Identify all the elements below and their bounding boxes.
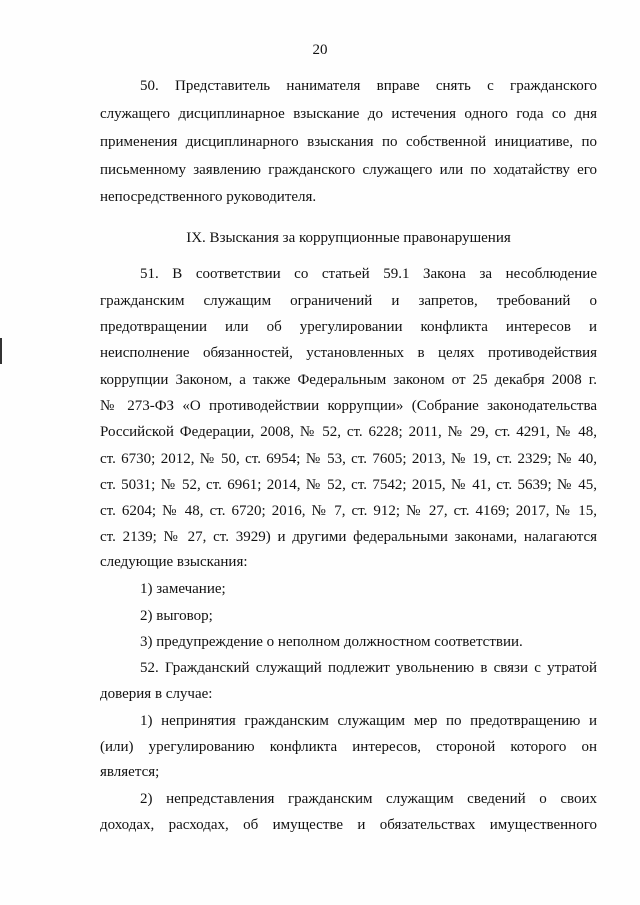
paragraph-51-line: № 273-ФЗ «О противодействии коррупции» (Собрание законодательства — [100, 398, 597, 414]
page-number: 20 — [312, 42, 328, 58]
paragraph-51-line: Российской Федерации, 2008, № 52, ст. 6228; 2011, № 29, ст. 4291, № 48, — [100, 424, 597, 440]
dismissal-item-2-line: 2) непредставления гражданским служащим сведений о своих — [140, 791, 597, 807]
dismissal-item-1-line: (или) урегулированию конфликта интересов, стороной которого он — [100, 739, 597, 755]
paragraph-50-line: применения дисциплинарного взыскания по собственной инициативе, по — [100, 134, 597, 150]
paragraph-50-line: служащего дисциплинарное взыскание до истечения одного года со дня — [100, 106, 597, 122]
paragraph-51-line: 51. В соответствии со статьей 59.1 Закона за несоблюдение — [140, 266, 597, 282]
paragraph-51-line: гражданским служащим ограничений и запретов, требований о — [100, 293, 597, 309]
dismissal-item-2-line: доходах, расходах, об имуществе и обязательствах имущественного — [100, 817, 597, 833]
paragraph-51-line: ст. 6730; 2012, № 50, ст. 6954; № 53, ст. 7605; 2013, № 19, ст. 2329; № 40, — [100, 451, 597, 467]
penalty-list-item: 3) предупреждение о неполном должностном соответствии. — [140, 634, 523, 650]
paragraph-51-line: коррупции Законом, а также Федеральным законом от 25 декабря 2008 г. — [100, 372, 597, 388]
paragraph-52-line: доверия в случае: — [100, 686, 213, 702]
paragraph-51-line: ст. 6204; № 48, ст. 6720; 2016, № 7, ст. 912; № 27, ст. 4169; 2017, № 15, — [100, 503, 597, 519]
paragraph-50-line: 50. Представитель нанимателя вправе снять с гражданского — [140, 78, 597, 94]
penalty-list-item: 1) замечание; — [140, 581, 226, 597]
paragraph-51-line: предотвращении или об урегулировании конфликта интересов и — [100, 319, 597, 335]
penalty-list-item: 2) выговор; — [140, 608, 213, 624]
paragraph-52-line: 52. Гражданский служащий подлежит увольнению в связи с утратой — [140, 660, 597, 676]
paragraph-51-line: ст. 2139; № 27, ст. 3929) и другими федеральными законами, налагаются — [100, 529, 597, 545]
paragraph-51-line: ст. 5031; № 52, ст. 6961; 2014, № 52, ст. 7542; 2015, № 41, ст. 5639; № 45, — [100, 477, 597, 493]
paragraph-50-line: непосредственного руководителя. — [100, 189, 317, 205]
paragraph-50-line: письменному заявлению гражданского служащего или по ходатайству его — [100, 162, 597, 178]
dismissal-item-1-line: 1) непринятия гражданским служащим мер по предотвращению и — [140, 713, 597, 729]
dismissal-item-1-line: является; — [100, 764, 160, 780]
paragraph-51-line: неисполнение обязанностей, установленных в целях противодействия — [100, 345, 597, 361]
section-heading: IX. Взыскания за коррупционные правонарушения — [186, 230, 511, 246]
scan-edge-mark — [0, 338, 2, 364]
paragraph-51-line: следующие взыскания: — [100, 554, 248, 570]
